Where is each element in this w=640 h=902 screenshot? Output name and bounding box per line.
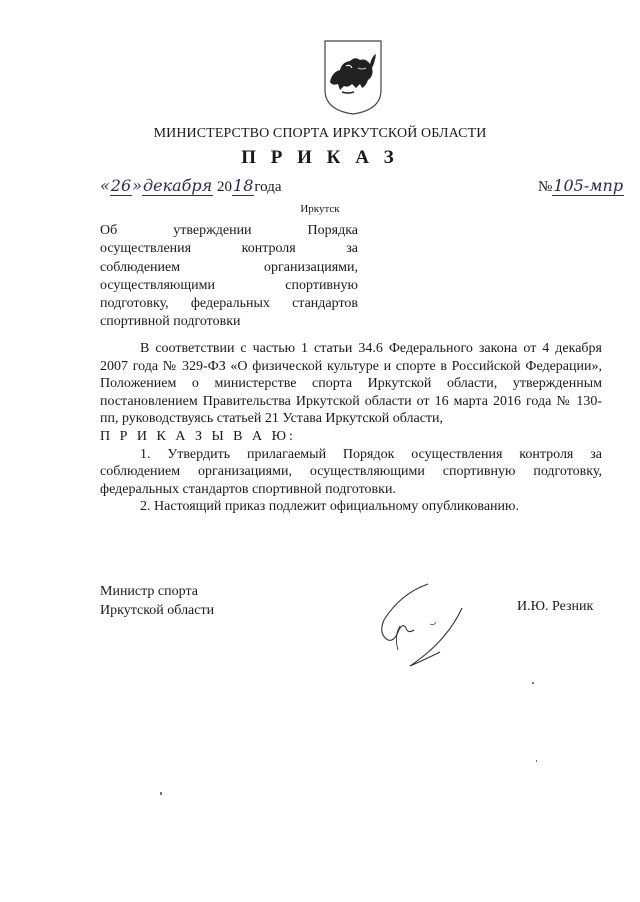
date-open-quote: « bbox=[100, 176, 110, 195]
document-title: П Р И К А З bbox=[241, 147, 399, 168]
date-year-suffix: 18 bbox=[233, 176, 254, 195]
coat-of-arms-icon bbox=[322, 38, 384, 116]
city-name: Иркутск bbox=[300, 203, 340, 215]
handwritten-signature-icon bbox=[370, 580, 482, 672]
order-item: 2. Настоящий приказ подлежит официальному опубликованию. bbox=[140, 499, 519, 515]
subject-line: соблюдением организациями, bbox=[100, 259, 358, 275]
date-day: 26 bbox=[110, 176, 132, 195]
subject-line: осуществляющими спортивную bbox=[100, 277, 358, 293]
order-number bbox=[538, 176, 624, 196]
number-value: 105-мпр bbox=[553, 176, 624, 195]
decree-heading: П Р И К А З Ы В А Ю: bbox=[100, 428, 296, 444]
scan-speck bbox=[536, 760, 537, 762]
subject-line: осуществления контроля за bbox=[100, 241, 358, 257]
number-sign: № bbox=[538, 179, 553, 195]
position-line: Иркутской области bbox=[100, 603, 215, 618]
preamble-paragraph: В соответствии с частью 1 статьи 34.6 Федерального закона от 4 декабря 2007 года № 329-ФЗ «О физической культуре и спорте в Российской Федерации», Положением о министерстве спорта Иркутской области, утвержденным постановлением Правительства Иркутской области от 16 марта 2016 года № 130-пп, руководствуясь статьей 21 Устава Иркутской области, bbox=[100, 341, 602, 427]
date-close-quote: » bbox=[132, 176, 142, 195]
signatory-position bbox=[100, 582, 214, 620]
signatory-name: И.Ю. Резник bbox=[517, 599, 594, 614]
date-year-prefix: 20 bbox=[217, 179, 233, 195]
order-body bbox=[100, 340, 602, 516]
subject-line: спортивной подготовки bbox=[100, 314, 241, 330]
date-year-word: года bbox=[254, 179, 282, 195]
ministry-name: МИНИСТЕРСТВО СПОРТА ИРКУТСКОЙ ОБЛАСТИ bbox=[153, 126, 487, 141]
order-subject bbox=[100, 222, 358, 332]
subject-line: подготовку, федеральных стандартов bbox=[100, 296, 358, 312]
scan-speck bbox=[532, 682, 534, 684]
position-line: Министр спорта bbox=[100, 584, 198, 599]
subject-line: Об утверждении Порядка bbox=[100, 223, 358, 238]
date-month: декабря bbox=[142, 176, 213, 195]
scan-speck bbox=[160, 792, 162, 795]
order-item: 1. Утвердить прилагаемый Порядок осуществления контроля за соблюдением организациями, осуществляющими спортивную подготовку, федеральных стандартов спортивной подготовки. bbox=[100, 446, 602, 497]
order-date bbox=[100, 176, 282, 196]
